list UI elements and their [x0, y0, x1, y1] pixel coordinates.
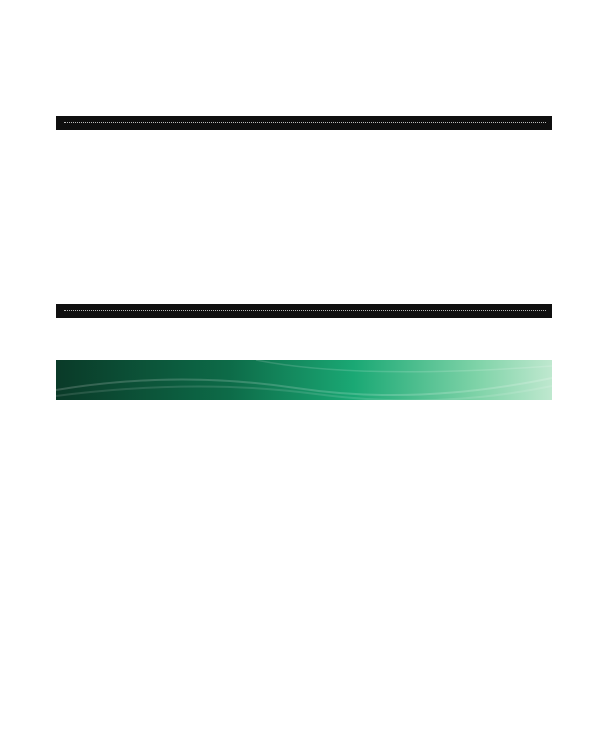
figures-banner [56, 360, 552, 400]
leader-dots [64, 310, 546, 311]
leader-dots [64, 122, 546, 123]
banner-deco [56, 360, 552, 400]
part8-bar[interactable] [56, 304, 552, 318]
part7-bar[interactable] [56, 116, 552, 130]
